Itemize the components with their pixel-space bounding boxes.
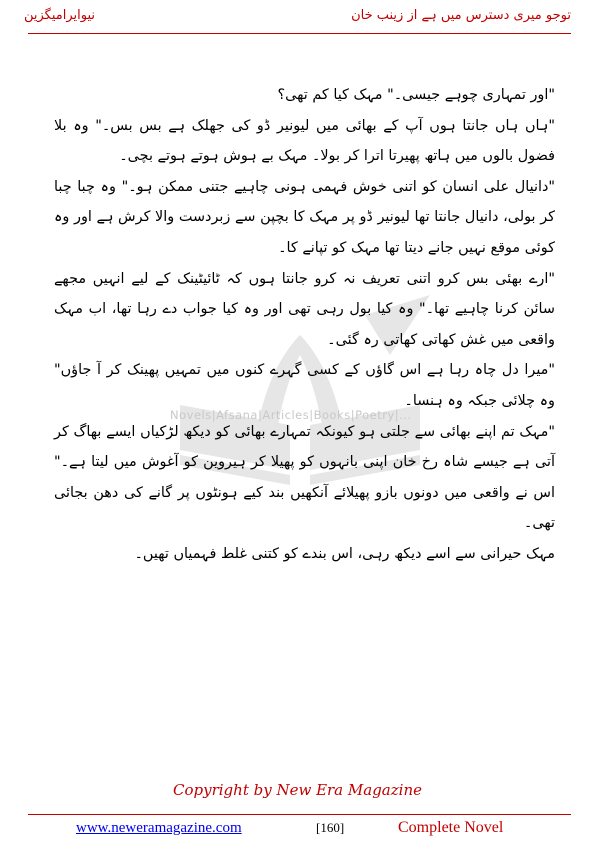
website-link[interactable]: www.neweramagazine.com: [76, 820, 242, 836]
page-number: [160]: [316, 820, 345, 835]
header-rule: [28, 33, 571, 34]
paragraph: "میرا دل چاہ رہا ہے اس گاؤں کے کسی گہرے کنوں میں تمہیں پھینک کر آ جاؤں" وہ چلائی جبکہ وہ ہنسا۔: [54, 362, 555, 409]
paragraph: مہک حیرانی سے اسے دیکھ رہی، اس بندے کو کتنی غلط فہمیاں تھیں۔: [134, 545, 555, 562]
novel-title: توجو میری دسترس میں ہے از زینب خان: [351, 8, 571, 23]
paragraph: "مہک تم اپنے بھائی سے جلتی ہو کیونکہ تمہارے بھائی کو دیکھ لڑکیاں ایسے بھاگ کر آتی ہے جیسے شاہ رخ خان اپنی بانہوں کو پھیلا کر ہیروین کو آغوش میں لیتا ہے۔" اس نے واقعی میں دونوں بازو پھیلائے آنکھیں بند کیے ہونٹوں پر گانے کی دھن بجائی تھی۔: [54, 423, 555, 532]
watermark-text: Novels|Afsana|Articles|Books|Poetry|...: [170, 408, 412, 422]
paragraph: "دانیال علی انسان کو اتنی خوش فہمی ہونی چاہیے جتنی ممکن ہو۔" وہ چبا چبا کر بولی، دانیال جانتا تھا لیونیر ڈو پر مہک کا بچپن سے زبردست والا کرش ہے اور وہ کوئی موقع نہیں جانے دیتا تھا مہک کو تپانے کا۔: [54, 178, 555, 256]
footer-rule: [28, 814, 571, 815]
paragraph: "ہاں ہاں جانتا ہوں آپ کے بھائی میں لیونیر ڈو کی جھلک ہے بس بس۔" وہ بلا فضول بالوں میں ہاتھ پھیرتا اترا کر بولا۔ مہک بے ہوش ہوتے ہوتے بچی۔: [54, 117, 555, 165]
article-body: [54, 80, 555, 570]
paragraph: "اور تمہاری چوہے جیسی۔" مہک کیا کم تھی؟: [277, 87, 555, 103]
magazine-name: نیوایرامیگزین: [24, 8, 96, 23]
paragraph: "ارے بھئی بس کرو اتنی تعریف نہ کرو جانتا ہوں کہ ٹائیٹینک کے لیے انہیں مجھے سائن کرنا چاہیے تھا۔" وہ کیا بول رہی تھی اور وہ کیا جواب دے رہا تھا، اب مہک واقعی میں غش کھاتی کھاتی رہ گئی۔: [54, 270, 555, 348]
complete-novel-label: Complete Novel: [398, 819, 504, 836]
copyright-notice: Copyright by New Era Magazine: [173, 781, 422, 799]
